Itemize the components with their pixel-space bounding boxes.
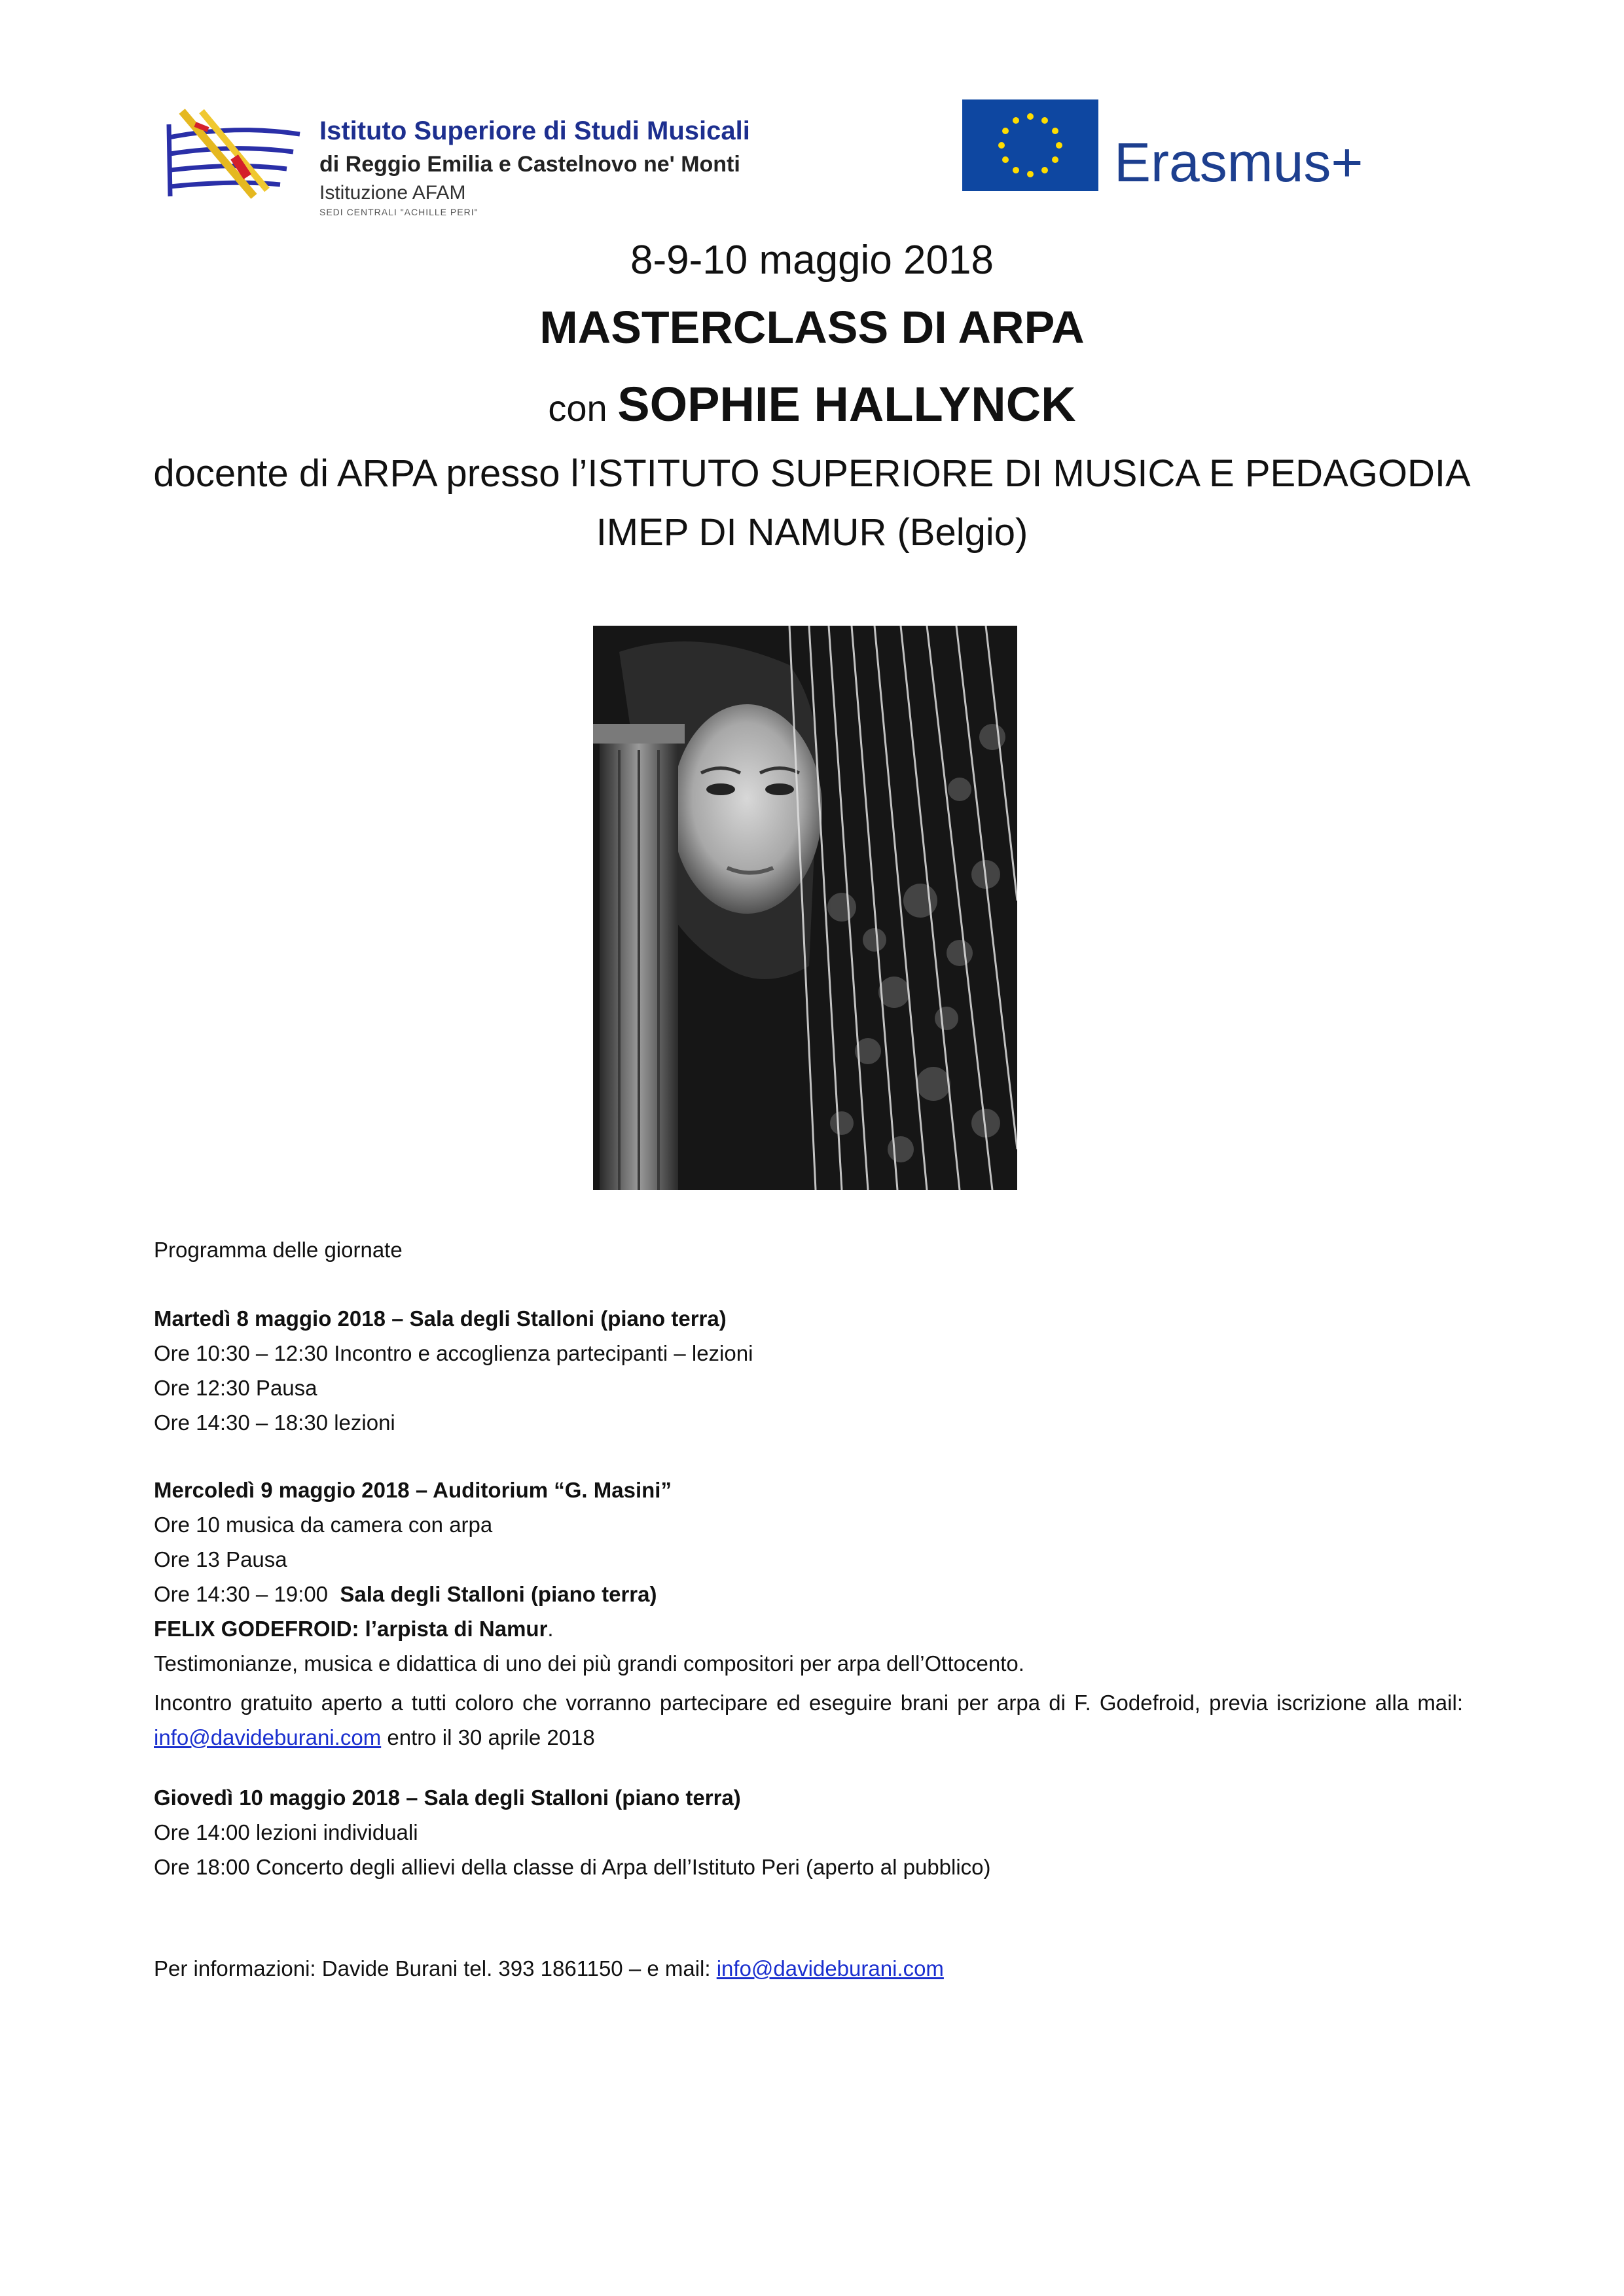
with-prefix: con [548, 387, 618, 429]
day2-line: Ore 13 Pausa [154, 1547, 287, 1571]
institute-seat: SEDI CENTRALI "ACHILLE PERI" [319, 207, 478, 217]
registration-paragraph [154, 1685, 1463, 1755]
day2-line: Ore 10 musica da camera con arpa [154, 1513, 493, 1537]
teacher-affiliation-location: IMEP DI NAMUR (Belgio) [596, 511, 1028, 554]
institute-type: Istituzione AFAM [319, 182, 466, 204]
contact-email-link[interactable]: info@davideburani.com [716, 1956, 944, 1981]
day2-title: Mercoledì 9 maggio 2018 – Auditorium “G. Masini” [154, 1478, 672, 1502]
harpist-photo [593, 626, 1017, 1190]
day3-title: Giovedì 10 maggio 2018 – Sala degli Stalloni (piano terra) [154, 1785, 741, 1810]
day1-title: Martedì 8 maggio 2018 – Sala degli Stalloni (piano terra) [154, 1306, 727, 1331]
felix-end: . [547, 1617, 554, 1641]
day2-line [154, 1581, 657, 1607]
eu-flag-icon [962, 99, 1098, 191]
registration-deadline: entro il 30 aprile 2018 [381, 1725, 595, 1749]
registration-text: Incontro gratuito aperto a tutti coloro che vorranno partecipare ed eseguire brani per arpa di F. Godefroid, previa iscrizione alla mail: [154, 1691, 1463, 1715]
institute-emblem-icon [156, 98, 306, 209]
contact-line [154, 1956, 944, 1982]
contact-text: Per informazioni: Davide Burani tel. 393 1861150 – e mail: [154, 1956, 717, 1981]
registration-email-link[interactable]: info@davideburani.com [154, 1725, 382, 1749]
day2-time: Ore 14:30 – 19:00 [154, 1582, 340, 1606]
day1-line: Ore 10:30 – 12:30 Incontro e accoglienza partecipanti – lezioni [154, 1341, 753, 1365]
teacher-heading [0, 376, 1624, 432]
institute-logo [156, 98, 750, 217]
day2-venue: Sala degli Stalloni (piano terra) [340, 1582, 657, 1606]
day1-line: Ore 14:30 – 18:30 lezioni [154, 1410, 395, 1435]
teacher-affiliation: docente di ARPA presso l’ISTITUTO SUPERIORE DI MUSICA E PEDAGODIA [153, 452, 1471, 495]
testimony-line: Testimonianze, musica e didattica di uno dei più grandi compositori per arpa dell’Ottocento. [154, 1651, 1024, 1676]
day3-line: Ore 14:00 lezioni individuali [154, 1820, 418, 1844]
erasmus-logo-text: Erasmus+ [1114, 132, 1363, 193]
teacher-name: SOPHIE HALLYNCK [617, 377, 1076, 431]
felix-title: FELIX GODEFROID: l’arpista di Namur [154, 1617, 548, 1641]
harpist-portrait-image [593, 626, 1017, 1190]
event-dates: 8-9-10 maggio 2018 [630, 238, 994, 283]
felix-line [154, 1616, 554, 1642]
institute-location: di Reggio Emilia e Castelnovo ne' Monti [319, 152, 740, 177]
eu-stars-icon [962, 99, 1098, 191]
day3-line: Ore 18:00 Concerto degli allievi della classe di Arpa dell’Istituto Peri (aperto al pubblico) [154, 1855, 991, 1879]
institute-name: Istituto Superiore di Studi Musicali [319, 117, 750, 145]
page-title: MASTERCLASS DI ARPA [539, 302, 1085, 353]
day1-line: Ore 12:30 Pausa [154, 1376, 317, 1400]
program-heading: Programma delle giornate [154, 1238, 403, 1262]
